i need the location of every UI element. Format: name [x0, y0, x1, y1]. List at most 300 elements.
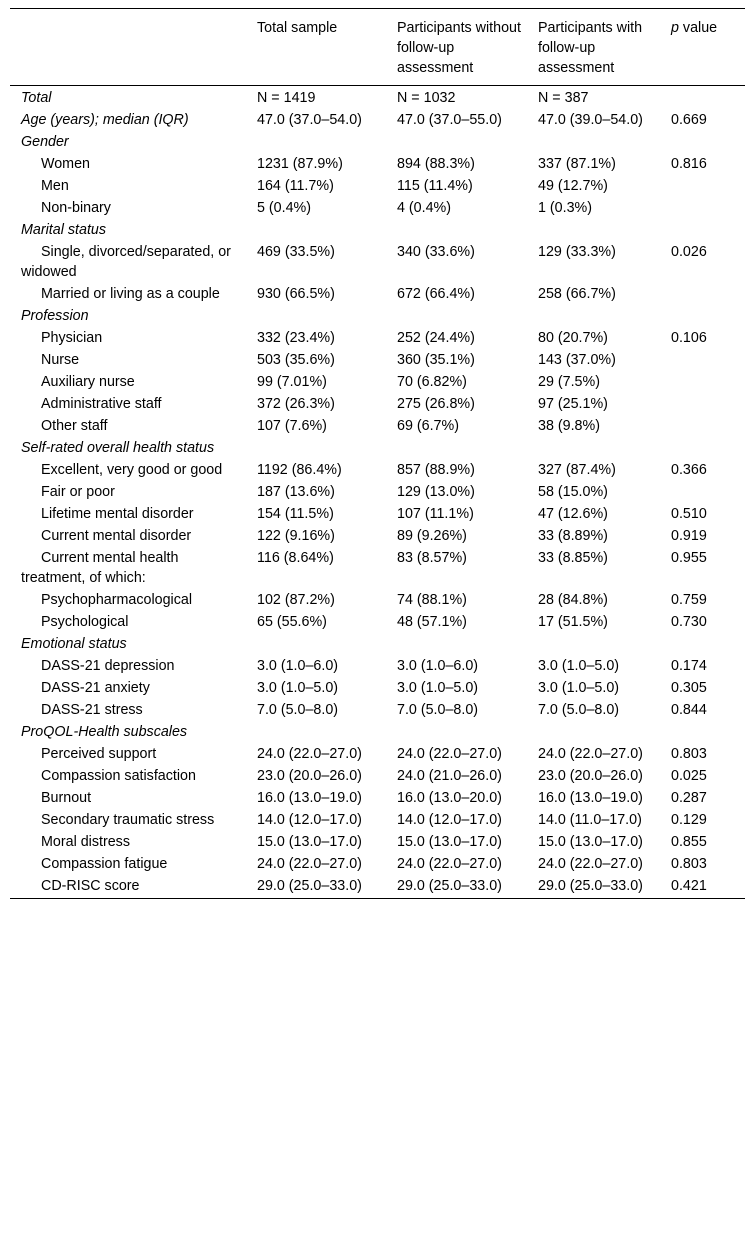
table-row: [10, 242, 745, 284]
cell-total-sample-text: 122 (9.16%): [257, 528, 335, 544]
table-row: [10, 590, 745, 612]
cell-with-follow-up: [527, 154, 660, 176]
cell-p-value-text: 0.955: [671, 550, 707, 566]
header-p-value: [660, 9, 745, 86]
cell-total-sample: [246, 306, 386, 328]
table-row: [10, 110, 745, 132]
cell-with-follow-up: [527, 504, 660, 526]
cell-without-follow-up-text: 83 (8.57%): [397, 550, 467, 566]
cell-without-follow-up-text: 29.0 (25.0–33.0): [397, 878, 502, 894]
cell-total-sample: [246, 810, 386, 832]
cell-total-sample: [246, 350, 386, 372]
row-label-text: Other staff: [41, 418, 108, 434]
row-label-text: Gender: [21, 134, 69, 150]
cell-without-follow-up: [386, 656, 527, 678]
cell-without-follow-up: [386, 504, 527, 526]
cell-without-follow-up: [386, 110, 527, 132]
cell-without-follow-up-text: 3.0 (1.0–6.0): [397, 658, 479, 674]
cell-with-follow-up-text: 29 (7.5%): [538, 374, 600, 390]
cell-p-value: [660, 766, 745, 788]
cell-without-follow-up-text: 69 (6.7%): [397, 418, 459, 434]
row-label-text: Compassion fatigue: [41, 856, 168, 872]
cell-total-sample-text: 372 (26.3%): [257, 396, 335, 412]
cell-without-follow-up-text: 340 (33.6%): [397, 244, 475, 260]
cell-without-follow-up-text: 7.0 (5.0–8.0): [397, 702, 479, 718]
cell-total-sample: [246, 372, 386, 394]
cell-with-follow-up-text: 7.0 (5.0–8.0): [538, 702, 620, 718]
cell-without-follow-up-text: 74 (88.1%): [397, 592, 467, 608]
cell-without-follow-up: [386, 438, 527, 460]
cell-total-sample-text: 24.0 (22.0–27.0): [257, 746, 362, 762]
cell-without-follow-up-text: 15.0 (13.0–17.0): [397, 834, 502, 850]
cell-total-sample: [246, 832, 386, 854]
cell-without-follow-up: [386, 86, 527, 111]
row-label: [10, 372, 246, 394]
cell-p-value: [660, 876, 745, 899]
cell-without-follow-up-text: 252 (24.4%): [397, 330, 475, 346]
row-label-text: Married or living as a couple: [41, 286, 220, 302]
cell-without-follow-up: [386, 526, 527, 548]
cell-total-sample: [246, 154, 386, 176]
row-label-text: Fair or poor: [41, 484, 115, 500]
table-row: [10, 876, 745, 899]
characteristics-table: [10, 8, 745, 899]
row-label-text: Age (years); median (IQR): [21, 112, 189, 128]
cell-p-value-text: 0.803: [671, 746, 707, 762]
cell-with-follow-up-text: 49 (12.7%): [538, 178, 608, 194]
cell-with-follow-up: [527, 176, 660, 198]
row-label: [10, 86, 246, 111]
cell-p-value-text: 0.855: [671, 834, 707, 850]
table-row: [10, 328, 745, 350]
cell-without-follow-up: [386, 700, 527, 722]
table-row: [10, 438, 745, 460]
table-row: [10, 526, 745, 548]
cell-with-follow-up: [527, 372, 660, 394]
cell-total-sample-text: N = 1419: [257, 90, 316, 106]
cell-with-follow-up-text: 1 (0.3%): [538, 200, 593, 216]
cell-total-sample: [246, 394, 386, 416]
cell-total-sample: [246, 590, 386, 612]
header-total-sample: Total sample: [257, 20, 338, 36]
cell-without-follow-up: [386, 284, 527, 306]
cell-p-value-text: 0.759: [671, 592, 707, 608]
cell-p-value-text: 0.174: [671, 658, 707, 674]
row-label-text: DASS-21 anxiety: [41, 680, 150, 696]
cell-total-sample: [246, 220, 386, 242]
cell-without-follow-up: [386, 306, 527, 328]
row-label-text: Auxiliary nurse: [41, 374, 135, 390]
row-label-text: Emotional status: [21, 636, 127, 652]
row-label-text: Total: [21, 90, 52, 106]
cell-p-value: [660, 482, 745, 504]
row-label: [10, 198, 246, 220]
row-label-text: Non-binary: [41, 200, 111, 216]
cell-p-value: [660, 284, 745, 306]
cell-total-sample: [246, 678, 386, 700]
cell-p-value-text: 0.669: [671, 112, 707, 128]
cell-p-value-text: 0.816: [671, 156, 707, 172]
row-label: [10, 766, 246, 788]
row-label: [10, 350, 246, 372]
row-label: [10, 526, 246, 548]
cell-total-sample: [246, 86, 386, 111]
row-label: [10, 590, 246, 612]
cell-p-value-text: 0.844: [671, 702, 707, 718]
cell-without-follow-up: [386, 416, 527, 438]
cell-with-follow-up: [527, 220, 660, 242]
row-label-text: DASS-21 depression: [41, 658, 175, 674]
cell-p-value: [660, 634, 745, 656]
cell-p-value: [660, 438, 745, 460]
cell-with-follow-up-text: 23.0 (20.0–26.0): [538, 768, 643, 784]
table-row: [10, 306, 745, 328]
cell-p-value: [660, 854, 745, 876]
row-label: [10, 176, 246, 198]
cell-with-follow-up-text: 15.0 (13.0–17.0): [538, 834, 643, 850]
cell-with-follow-up: [527, 482, 660, 504]
cell-without-follow-up: [386, 328, 527, 350]
cell-p-value-text: 0.026: [671, 244, 707, 260]
cell-total-sample-text: 503 (35.6%): [257, 352, 335, 368]
cell-total-sample: [246, 766, 386, 788]
cell-total-sample-text: 116 (8.64%): [257, 550, 334, 566]
row-label: [10, 700, 246, 722]
cell-p-value: [660, 656, 745, 678]
cell-with-follow-up-text: 24.0 (22.0–27.0): [538, 856, 643, 872]
row-label: [10, 220, 246, 242]
row-label: [10, 854, 246, 876]
row-label-text: Psychological: [41, 614, 129, 630]
cell-with-follow-up-text: 129 (33.3%): [538, 244, 616, 260]
cell-total-sample-text: 16.0 (13.0–19.0): [257, 790, 362, 806]
cell-without-follow-up: [386, 198, 527, 220]
cell-with-follow-up: [527, 810, 660, 832]
cell-with-follow-up: [527, 788, 660, 810]
row-label-text: Administrative staff: [41, 396, 162, 412]
cell-p-value: [660, 504, 745, 526]
cell-with-follow-up: [527, 460, 660, 482]
table-row: [10, 678, 745, 700]
cell-p-value: [660, 590, 745, 612]
row-label: [10, 612, 246, 634]
cell-with-follow-up: [527, 328, 660, 350]
cell-without-follow-up-text: 48 (57.1%): [397, 614, 467, 630]
cell-p-value-text: 0.366: [671, 462, 707, 478]
table-row: [10, 810, 745, 832]
cell-with-follow-up: [527, 132, 660, 154]
cell-p-value: [660, 328, 745, 350]
cell-total-sample: [246, 328, 386, 350]
table-row: [10, 176, 745, 198]
row-label: [10, 788, 246, 810]
cell-p-value: [660, 526, 745, 548]
row-label-text: Profession: [21, 308, 89, 324]
header-row: [10, 9, 745, 86]
cell-with-follow-up-text: 28 (84.8%): [538, 592, 608, 608]
table-row: [10, 220, 745, 242]
cell-p-value-text: 0.106: [671, 330, 707, 346]
cell-total-sample-text: 3.0 (1.0–6.0): [257, 658, 339, 674]
cell-without-follow-up: [386, 854, 527, 876]
cell-with-follow-up-text: 258 (66.7%): [538, 286, 616, 302]
row-label-text: ProQOL-Health subscales: [21, 724, 188, 740]
cell-p-value: [660, 700, 745, 722]
row-label-text: Lifetime mental disorder: [41, 506, 194, 522]
cell-p-value: [660, 548, 745, 590]
cell-with-follow-up-text: N = 387: [538, 90, 589, 106]
row-label: [10, 832, 246, 854]
cell-p-value: [660, 198, 745, 220]
table-row: [10, 722, 745, 744]
cell-without-follow-up: [386, 876, 527, 899]
table-row: [10, 766, 745, 788]
row-label: [10, 460, 246, 482]
row-label: [10, 504, 246, 526]
cell-p-value: [660, 132, 745, 154]
row-label: [10, 328, 246, 350]
cell-p-value: [660, 612, 745, 634]
cell-without-follow-up: [386, 678, 527, 700]
cell-total-sample-text: 102 (87.2%): [257, 592, 335, 608]
cell-total-sample: [246, 788, 386, 810]
row-label: [10, 132, 246, 154]
cell-total-sample-text: 47.0 (37.0–54.0): [257, 112, 362, 128]
cell-p-value: [660, 810, 745, 832]
cell-with-follow-up: [527, 722, 660, 744]
cell-with-follow-up-text: 33 (8.85%): [538, 550, 608, 566]
row-label: [10, 416, 246, 438]
cell-p-value-text: 0.421: [671, 878, 707, 894]
table-row: [10, 612, 745, 634]
row-label-text: Marital status: [21, 222, 107, 238]
table-row: [10, 700, 745, 722]
table-row: [10, 154, 745, 176]
cell-without-follow-up: [386, 832, 527, 854]
cell-total-sample: [246, 132, 386, 154]
cell-with-follow-up-text: 80 (20.7%): [538, 330, 608, 346]
table-row: [10, 372, 745, 394]
cell-without-follow-up: [386, 482, 527, 504]
table-row: [10, 656, 745, 678]
cell-total-sample-text: 99 (7.01%): [257, 374, 327, 390]
cell-total-sample: [246, 416, 386, 438]
cell-total-sample: [246, 438, 386, 460]
row-label: [10, 656, 246, 678]
cell-with-follow-up: [527, 416, 660, 438]
cell-without-follow-up: [386, 132, 527, 154]
row-label-text: Current mental health treatment, of which:: [21, 550, 179, 586]
row-label: [10, 482, 246, 504]
cell-with-follow-up: [527, 438, 660, 460]
table-row: [10, 634, 745, 656]
cell-p-value-text: 0.305: [671, 680, 707, 696]
cell-with-follow-up: [527, 284, 660, 306]
cell-total-sample-text: 332 (23.4%): [257, 330, 335, 346]
row-label-text: Current mental disorder: [41, 528, 192, 544]
table-row: [10, 394, 745, 416]
cell-p-value: [660, 744, 745, 766]
cell-without-follow-up-text: 89 (9.26%): [397, 528, 467, 544]
cell-with-follow-up: [527, 634, 660, 656]
cell-with-follow-up: [527, 766, 660, 788]
cell-with-follow-up-text: 33 (8.89%): [538, 528, 608, 544]
cell-p-value-text: 0.919: [671, 528, 707, 544]
row-label: [10, 678, 246, 700]
cell-p-value-text: 0.129: [671, 812, 707, 828]
cell-total-sample: [246, 242, 386, 284]
cell-without-follow-up-text: 672 (66.4%): [397, 286, 475, 302]
row-label: [10, 810, 246, 832]
cell-with-follow-up: [527, 854, 660, 876]
cell-without-follow-up-text: 14.0 (12.0–17.0): [397, 812, 502, 828]
cell-with-follow-up: [527, 700, 660, 722]
cell-total-sample: [246, 284, 386, 306]
cell-total-sample: [246, 656, 386, 678]
cell-with-follow-up: [527, 548, 660, 590]
cell-without-follow-up: [386, 350, 527, 372]
cell-without-follow-up: [386, 744, 527, 766]
cell-with-follow-up: [527, 526, 660, 548]
cell-total-sample: [246, 482, 386, 504]
table-row: [10, 548, 745, 590]
cell-total-sample-text: 1231 (87.9%): [257, 156, 343, 172]
row-label-text: Physician: [41, 330, 103, 346]
cell-total-sample: [246, 854, 386, 876]
cell-p-value: [660, 394, 745, 416]
cell-with-follow-up-text: 3.0 (1.0–5.0): [538, 680, 620, 696]
row-label-text: Men: [41, 178, 69, 194]
cell-total-sample: [246, 548, 386, 590]
row-label: [10, 306, 246, 328]
cell-without-follow-up: [386, 394, 527, 416]
row-label-text: Compassion satisfaction: [41, 768, 196, 784]
cell-with-follow-up: [527, 242, 660, 284]
row-label: [10, 438, 246, 460]
cell-total-sample-text: 107 (7.6%): [257, 418, 327, 434]
cell-p-value: [660, 176, 745, 198]
cell-without-follow-up: [386, 176, 527, 198]
cell-without-follow-up-text: 16.0 (13.0–20.0): [397, 790, 502, 806]
row-label: [10, 110, 246, 132]
cell-with-follow-up: [527, 306, 660, 328]
cell-p-value: [660, 350, 745, 372]
row-label: [10, 722, 246, 744]
cell-p-value: [660, 460, 745, 482]
cell-total-sample-text: 23.0 (20.0–26.0): [257, 768, 362, 784]
table-row: [10, 460, 745, 482]
cell-with-follow-up-text: 143 (37.0%): [538, 352, 616, 368]
row-label: [10, 154, 246, 176]
cell-total-sample: [246, 634, 386, 656]
row-label-text: Nurse: [41, 352, 80, 368]
cell-total-sample-text: 469 (33.5%): [257, 244, 335, 260]
cell-with-follow-up: [527, 110, 660, 132]
row-label: [10, 394, 246, 416]
cell-p-value: [660, 416, 745, 438]
row-label: [10, 548, 246, 590]
cell-without-follow-up: [386, 634, 527, 656]
cell-without-follow-up: [386, 220, 527, 242]
row-label-text: Single, divorced/separated, or widowed: [21, 244, 231, 280]
cell-with-follow-up-text: 58 (15.0%): [538, 484, 608, 500]
cell-with-follow-up: [527, 656, 660, 678]
row-label-text: DASS-21 stress: [41, 702, 143, 718]
cell-with-follow-up: [527, 350, 660, 372]
cell-total-sample-text: 5 (0.4%): [257, 200, 312, 216]
cell-total-sample: [246, 876, 386, 899]
row-label-text: Women: [41, 156, 90, 172]
cell-total-sample: [246, 110, 386, 132]
row-label: [10, 242, 246, 284]
table-row: [10, 132, 745, 154]
cell-total-sample-text: 14.0 (12.0–17.0): [257, 812, 362, 828]
cell-without-follow-up-text: 24.0 (22.0–27.0): [397, 856, 502, 872]
cell-with-follow-up: [527, 198, 660, 220]
cell-p-value: [660, 86, 745, 111]
row-label-text: Moral distress: [41, 834, 130, 850]
row-label: [10, 744, 246, 766]
cell-without-follow-up: [386, 788, 527, 810]
cell-with-follow-up-text: 47 (12.6%): [538, 506, 608, 522]
cell-total-sample: [246, 612, 386, 634]
cell-total-sample: [246, 504, 386, 526]
table-row: [10, 744, 745, 766]
cell-p-value-text: 0.287: [671, 790, 707, 806]
header-without-follow-up: Participants without follow-up assessment: [397, 20, 521, 76]
cell-with-follow-up-text: 3.0 (1.0–5.0): [538, 658, 620, 674]
cell-p-value: [660, 242, 745, 284]
cell-total-sample: [246, 460, 386, 482]
cell-with-follow-up: [527, 678, 660, 700]
cell-without-follow-up: [386, 548, 527, 590]
cell-with-follow-up: [527, 394, 660, 416]
p-italic: p: [671, 20, 679, 36]
cell-with-follow-up-text: 97 (25.1%): [538, 396, 608, 412]
cell-without-follow-up: [386, 810, 527, 832]
cell-without-follow-up: [386, 590, 527, 612]
cell-with-follow-up-text: 29.0 (25.0–33.0): [538, 878, 643, 894]
cell-p-value: [660, 678, 745, 700]
cell-total-sample: [246, 198, 386, 220]
cell-p-value: [660, 306, 745, 328]
row-label-text: Perceived support: [41, 746, 157, 762]
cell-without-follow-up-text: 70 (6.82%): [397, 374, 467, 390]
cell-with-follow-up: [527, 86, 660, 111]
cell-without-follow-up-text: 115 (11.4%): [397, 178, 473, 194]
cell-without-follow-up: [386, 766, 527, 788]
cell-with-follow-up-text: 16.0 (13.0–19.0): [538, 790, 643, 806]
cell-without-follow-up-text: 47.0 (37.0–55.0): [397, 112, 502, 128]
cell-without-follow-up-text: N = 1032: [397, 90, 456, 106]
cell-p-value: [660, 832, 745, 854]
cell-without-follow-up-text: 3.0 (1.0–5.0): [397, 680, 479, 696]
cell-with-follow-up-text: 17 (51.5%): [538, 614, 608, 630]
cell-p-value: [660, 372, 745, 394]
cell-without-follow-up-text: 24.0 (21.0–26.0): [397, 768, 502, 784]
row-label-text: Burnout: [41, 790, 92, 806]
row-label: [10, 876, 246, 899]
cell-total-sample: [246, 722, 386, 744]
cell-without-follow-up-text: 275 (26.8%): [397, 396, 475, 412]
cell-with-follow-up: [527, 832, 660, 854]
cell-total-sample-text: 15.0 (13.0–17.0): [257, 834, 362, 850]
cell-p-value: [660, 722, 745, 744]
cell-total-sample: [246, 526, 386, 548]
row-label: [10, 284, 246, 306]
table-row: [10, 284, 745, 306]
header-with-follow-up: Participants with follow-up assessment: [538, 20, 643, 76]
